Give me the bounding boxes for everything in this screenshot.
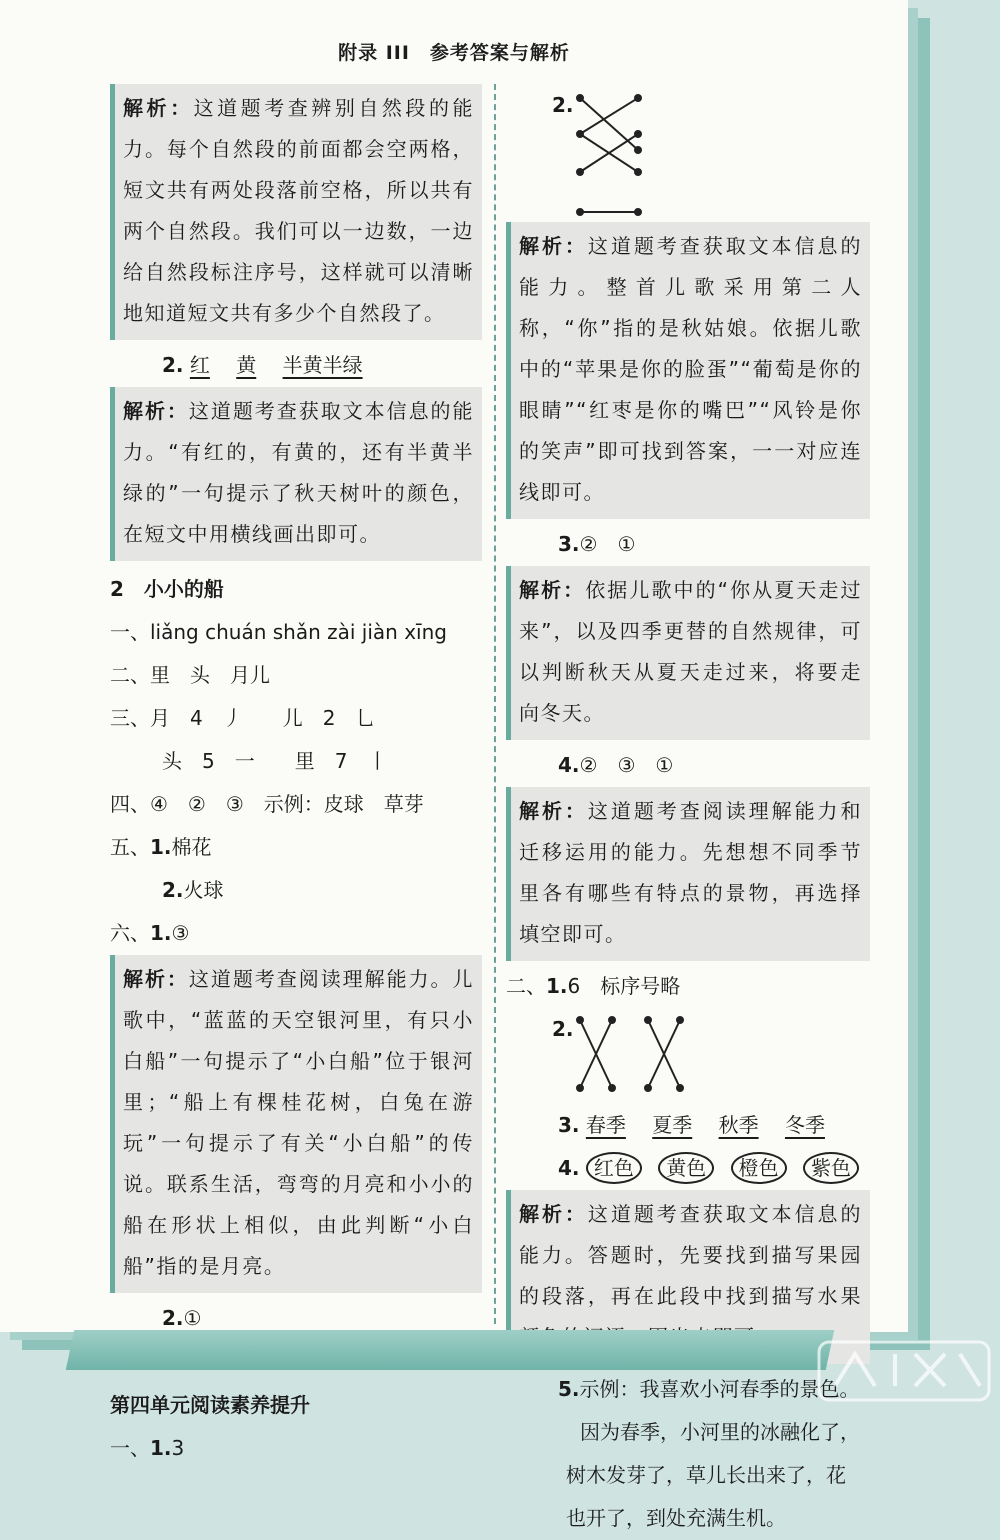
answer-text: 里 头 月儿: [150, 663, 270, 687]
season-spring: 春季: [585, 1113, 626, 1137]
answer-line: [110, 740, 482, 783]
answer-num: 2.: [162, 878, 184, 902]
answer-text: ①: [183, 1306, 202, 1330]
answer-num: 4.: [558, 753, 580, 777]
section-label: 三、: [110, 706, 150, 730]
answer-num: 1.: [150, 835, 172, 859]
section-label: 五、: [110, 835, 150, 859]
answer-yellow: 黄: [236, 353, 257, 377]
analysis-box: [110, 84, 482, 340]
answer-line: [110, 912, 482, 955]
section-label: 一、: [110, 1436, 150, 1460]
cross-lines-diagram: [576, 1016, 696, 1096]
answer-line: [110, 654, 482, 697]
analysis-label: 解析：: [123, 399, 189, 423]
section-label: 二、: [506, 974, 546, 998]
answer-line: [506, 965, 870, 1008]
analysis-box: [506, 222, 870, 519]
answer-line: [110, 826, 482, 869]
answer-line: [110, 1427, 482, 1470]
answer-text: 月 4 丿 儿 2 乚: [150, 706, 376, 730]
analysis-text: 这道题考查阅读理解能力和迁移运用的能力。先想想不同季节里各有哪些有特点的景物，再选择填空即可。: [519, 799, 863, 946]
analysis-box: [506, 787, 870, 961]
unit-title: 第四单元阅读素养提升: [110, 1393, 310, 1417]
analysis-label: 解析：: [123, 967, 189, 991]
analysis-text: 这道题考查阅读理解能力。儿歌中，“蓝蓝的天空银河里，有只小白船”一句提示了“小白船”位于银河里；“船上有棵桂花树，白兔在游玩”一句提示了有关“小白船”的传说。联系生活，弯弯的月亮和小小的船在形状上相似，由此判断“小白船”指的是月亮。: [123, 967, 475, 1278]
right-column: [506, 84, 870, 1540]
answer-line: [506, 1104, 870, 1147]
answer-text: 示例：我喜欢小河春季的景色。: [579, 1377, 860, 1401]
answer-text: 头 5 一 里 7 丨: [162, 749, 388, 773]
watermark-logo-icon: [815, 1336, 995, 1406]
answer-line: [110, 611, 482, 654]
answer-line: [506, 1497, 870, 1540]
answer-num: 3.: [558, 532, 580, 556]
answer-text: 6 标序号略: [567, 974, 681, 998]
answer-half: 半黄半绿: [282, 353, 363, 377]
section-label: 一、: [110, 620, 150, 644]
answer-text: ④ ② ③ 示例：皮球 草芽: [150, 792, 424, 816]
circled-red: 红色: [586, 1152, 642, 1184]
analysis-label: 解析：: [519, 234, 588, 258]
answer-line: [506, 1411, 870, 1454]
answer-text: ② ③ ①: [579, 753, 674, 777]
answer-line: [110, 344, 482, 387]
book-edge: [66, 1330, 835, 1370]
circled-yellow: 黄色: [658, 1152, 714, 1184]
matching-lines-diagram: [576, 94, 656, 218]
answer-text: ③: [171, 921, 190, 945]
column-divider: [494, 84, 496, 1324]
analysis-label: 解析：: [519, 578, 586, 602]
answer-num: 5.: [558, 1377, 580, 1401]
matching-answer: [506, 84, 870, 222]
analysis-box: [506, 566, 870, 740]
answer-red: 红: [189, 353, 210, 377]
analysis-label: 解析：: [519, 1202, 588, 1226]
answer-num: 1.: [150, 921, 172, 945]
answer-text: 火球: [183, 878, 224, 902]
analysis-text: 这道题考查获取文本信息的能力。答题时，先要找到描写果园的段落，再在此段中找到描写水果: [519, 1202, 863, 1308]
section-label: 四、: [110, 792, 150, 816]
header-title: 附录 III 参考答案与解析: [338, 42, 570, 64]
section-label: 六、: [110, 921, 150, 945]
answer-num: 2.: [552, 1017, 574, 1041]
pinyin-answer: liǎng chuán shǎn zài jiàn xīng: [150, 620, 447, 644]
analysis-text: 这道题考查获取文本信息的能力。“有红的，有黄的，还有半黄半绿的”一句提示了秋天树叶的颜色，在短文中用横线画出即可。: [123, 399, 475, 546]
answer-num: 3.: [558, 1113, 580, 1137]
analysis-text: 这道题考查辨别自然段的能力。每个自然段的前面都会空两格，短文共有两处段落前空格，所以共有两个自然段。我们可以一边数，一边给自然段标注序号，这样就可以清晰地知道短文共有多少个自然段了。: [123, 96, 475, 325]
answer-text: ② ①: [579, 532, 636, 556]
season-winter: 冬季: [784, 1113, 825, 1137]
answer-text: 棉花: [171, 835, 212, 859]
left-column: [110, 84, 482, 1470]
answer-num: 1.: [150, 1436, 172, 1460]
circled-purple: 紫色: [803, 1152, 859, 1184]
answer-text: 树木发芽了，草儿长出来了，花: [566, 1463, 846, 1487]
answer-num: 1.: [546, 974, 568, 998]
analysis-label: 解析：: [123, 96, 194, 120]
analysis-label: 解析：: [519, 799, 588, 823]
circled-orange: 橙色: [731, 1152, 787, 1184]
section-label: 二、: [110, 663, 150, 687]
answer-num: 2.: [162, 1306, 184, 1330]
analysis-text: 这道题考查获取文本信息的能力。整首儿歌采用第二人称，“你”指的是秋姑娘。依据儿歌中的“苹果是你的脸蛋”“葡萄是你的眼睛”“红枣是你的嘴巴”“风铃是你的笑声”即可找到答案，一一对应连线即可。: [519, 234, 863, 504]
analysis-box: [110, 387, 482, 561]
analysis-text: 依据儿歌中的“你从夏天走过来”，以及四季更替的自然规律，可以判断秋天从夏天走过来，将要走向冬天。: [519, 578, 862, 725]
answer-text: 3: [171, 1436, 185, 1460]
season-summer: 夏季: [652, 1113, 693, 1137]
answer-line: [110, 783, 482, 826]
page-header: [0, 38, 908, 65]
lesson-title: 2 小小的船: [110, 577, 224, 601]
answer-num: 2.: [162, 353, 184, 377]
answer-line: [506, 744, 870, 787]
answer-text: 因为春季，小河里的冰融化了，: [580, 1420, 860, 1444]
answer-num: 2.: [552, 93, 574, 117]
answer-line: [506, 1147, 870, 1190]
answer-line: [110, 869, 482, 912]
matching-answer: [506, 1008, 870, 1104]
answer-line: [506, 1454, 870, 1497]
answer-text: 也开了，到处充满生机。: [566, 1506, 786, 1530]
season-autumn: 秋季: [718, 1113, 759, 1137]
answer-line: [110, 697, 482, 740]
answer-line: [506, 523, 870, 566]
answer-num: 4.: [558, 1156, 580, 1180]
analysis-box: [110, 955, 482, 1293]
